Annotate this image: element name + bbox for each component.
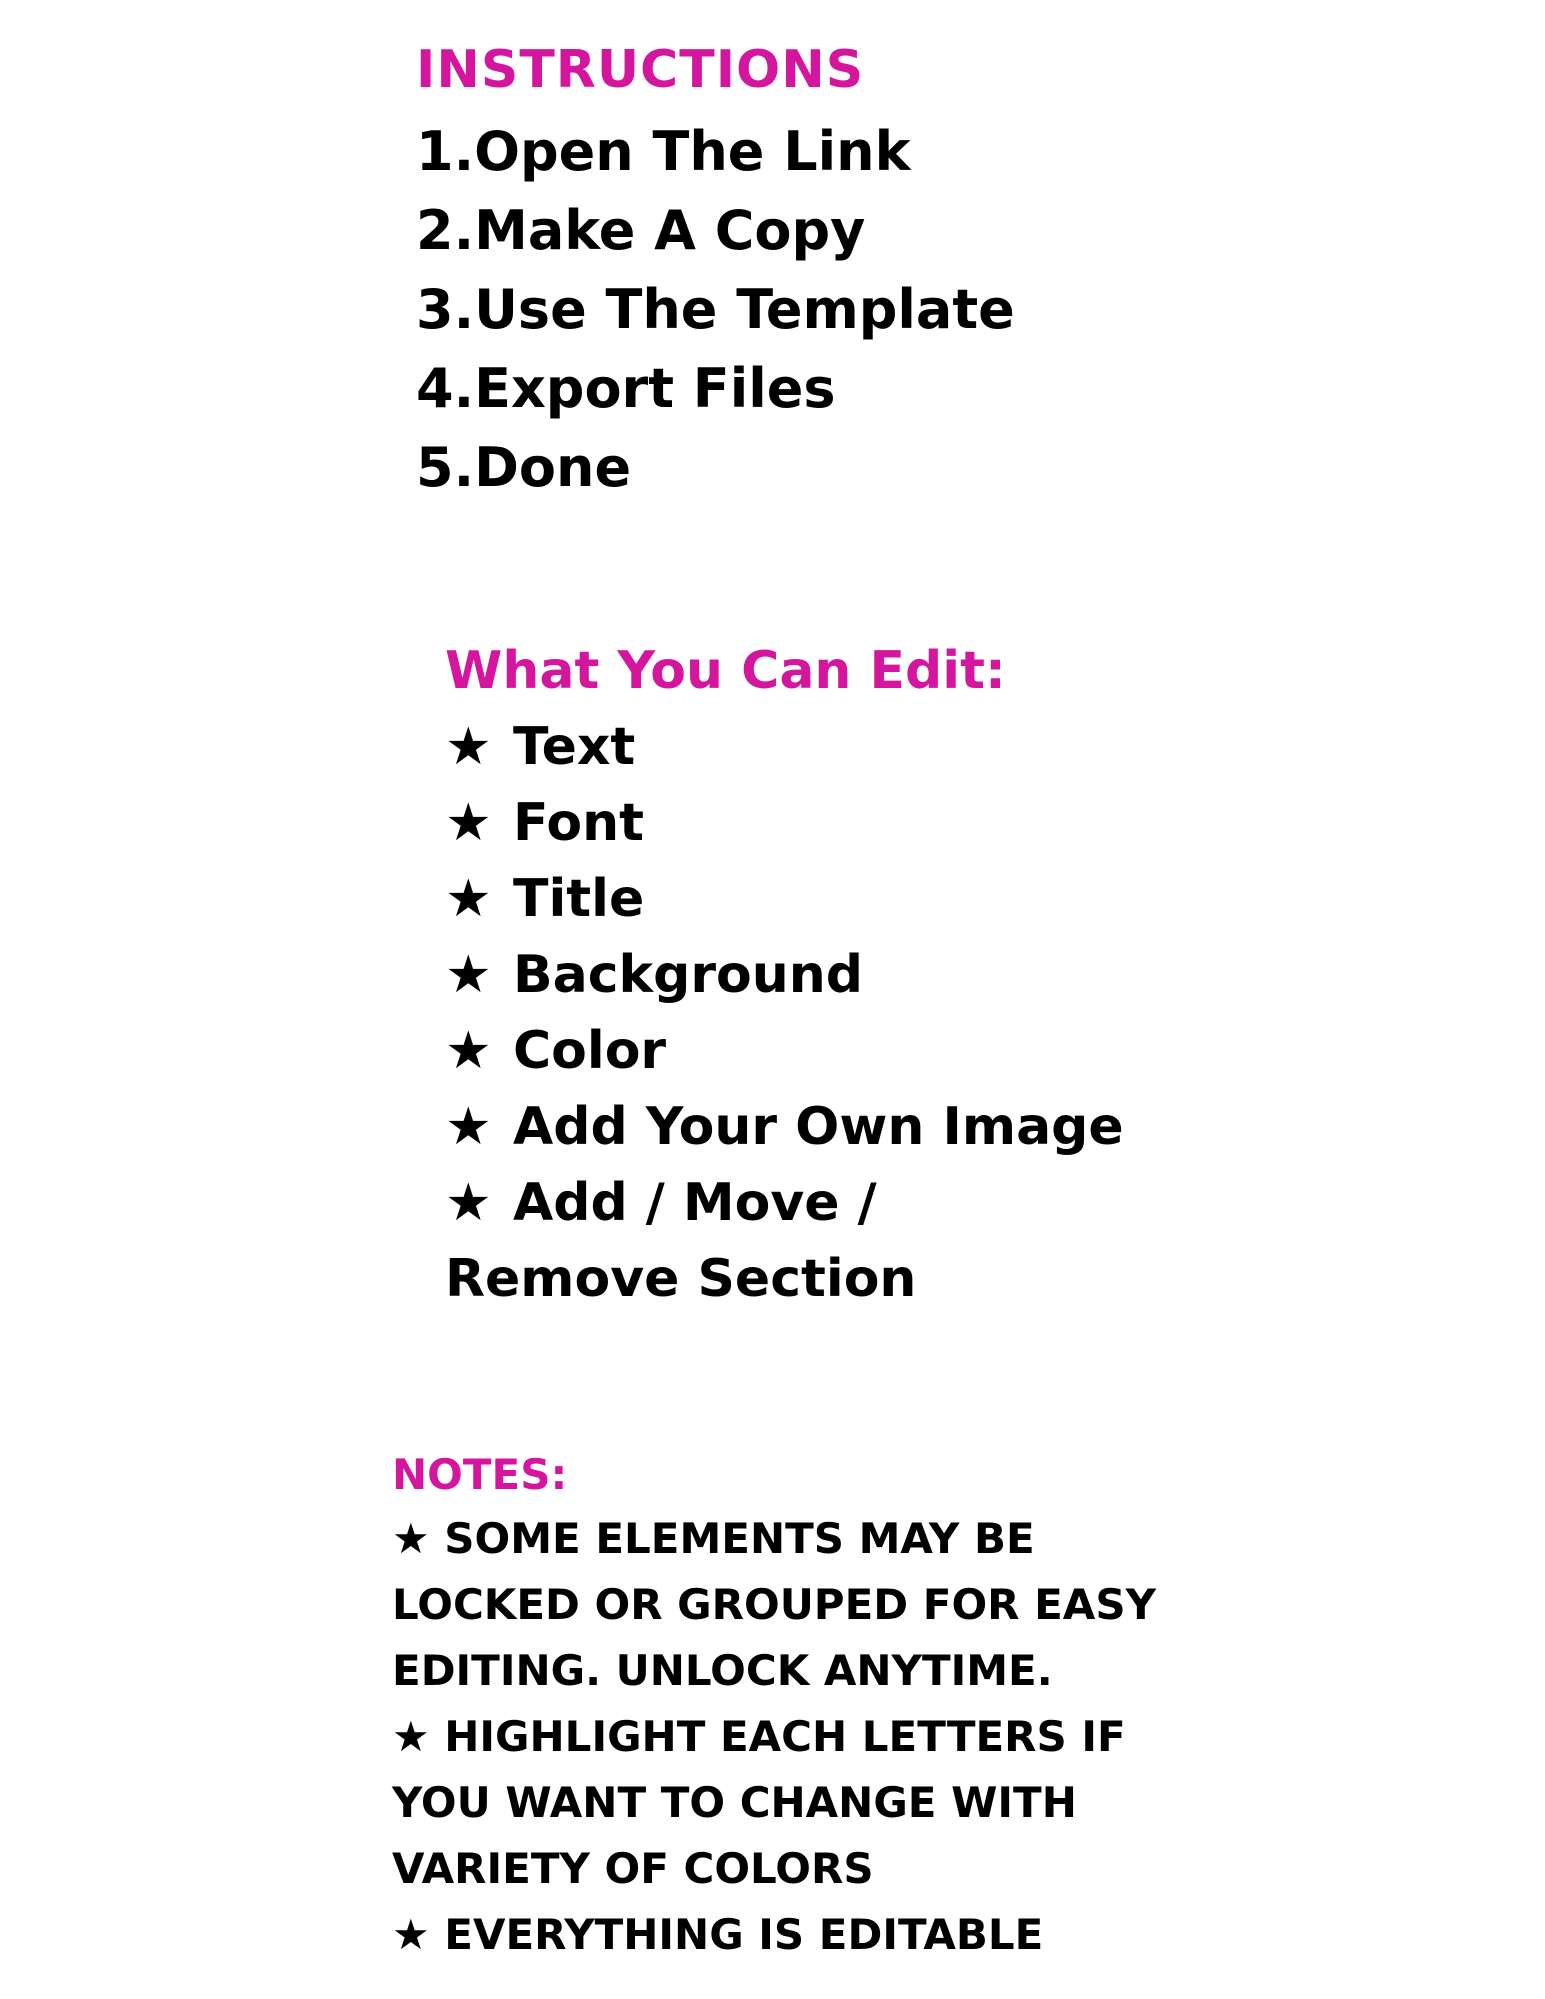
star-icon: ★ — [445, 945, 492, 1005]
editable-section — [445, 633, 1124, 1317]
note-line: YOU WANT TO CHANGE WITH — [392, 1778, 1077, 1827]
editable-item-label: Add / Move / — [513, 1173, 877, 1233]
instructions-heading: INSTRUCTIONS — [416, 40, 865, 100]
step-make-copy: 2.Make A Copy — [416, 199, 866, 262]
editable-item-font — [445, 785, 1124, 861]
step-use-template: 3.Use The Template — [416, 278, 1015, 341]
editable-item-label: Add Your Own Image — [513, 1097, 1124, 1157]
editable-heading: What You Can Edit: — [445, 641, 1006, 701]
note-line — [392, 1506, 1156, 1572]
note-line: LOCKED OR GROUPED FOR EASY — [392, 1580, 1156, 1629]
note-line — [392, 1704, 1156, 1770]
editable-item-label: Background — [513, 945, 863, 1005]
star-icon: ★ — [392, 1514, 430, 1563]
note-text: SOME ELEMENTS MAY BE — [444, 1514, 1035, 1563]
star-icon: ★ — [445, 1097, 492, 1157]
note-text: HIGHLIGHT EACH LETTERS IF — [444, 1712, 1126, 1761]
note-line: VARIETY OF COLORS — [392, 1844, 874, 1893]
star-icon: ★ — [445, 717, 492, 777]
star-icon: ★ — [392, 1910, 430, 1959]
step-open-link: 1.Open The Link — [416, 120, 911, 183]
star-icon: ★ — [392, 1712, 430, 1761]
editable-item-image — [445, 1089, 1124, 1165]
note-text: EVERYTHING IS EDITABLE — [444, 1910, 1044, 1959]
editable-item-label: Font — [513, 793, 645, 853]
editable-item-text — [445, 709, 1124, 785]
notes-section — [392, 1444, 1156, 1968]
editable-item-label: Color — [513, 1021, 667, 1081]
step-export-files: 4.Export Files — [416, 357, 836, 420]
star-icon: ★ — [445, 1021, 492, 1081]
note-line: EDITING. UNLOCK ANYTIME. — [392, 1646, 1053, 1695]
editable-item-continuation: Remove Section — [445, 1249, 917, 1309]
step-done: 5.Done — [416, 436, 632, 499]
editable-item-label: Title — [513, 869, 645, 929]
editable-item-title — [445, 861, 1124, 937]
star-icon: ★ — [445, 1173, 492, 1233]
editable-item-section — [445, 1165, 1124, 1241]
star-icon: ★ — [445, 869, 492, 929]
note-line — [392, 1902, 1156, 1968]
instructions-section — [416, 38, 1015, 507]
editable-item-background — [445, 937, 1124, 1013]
editable-item-label: Text — [513, 717, 636, 777]
editable-item-color — [445, 1013, 1124, 1089]
notes-heading: NOTES: — [392, 1450, 568, 1499]
star-icon: ★ — [445, 793, 492, 853]
